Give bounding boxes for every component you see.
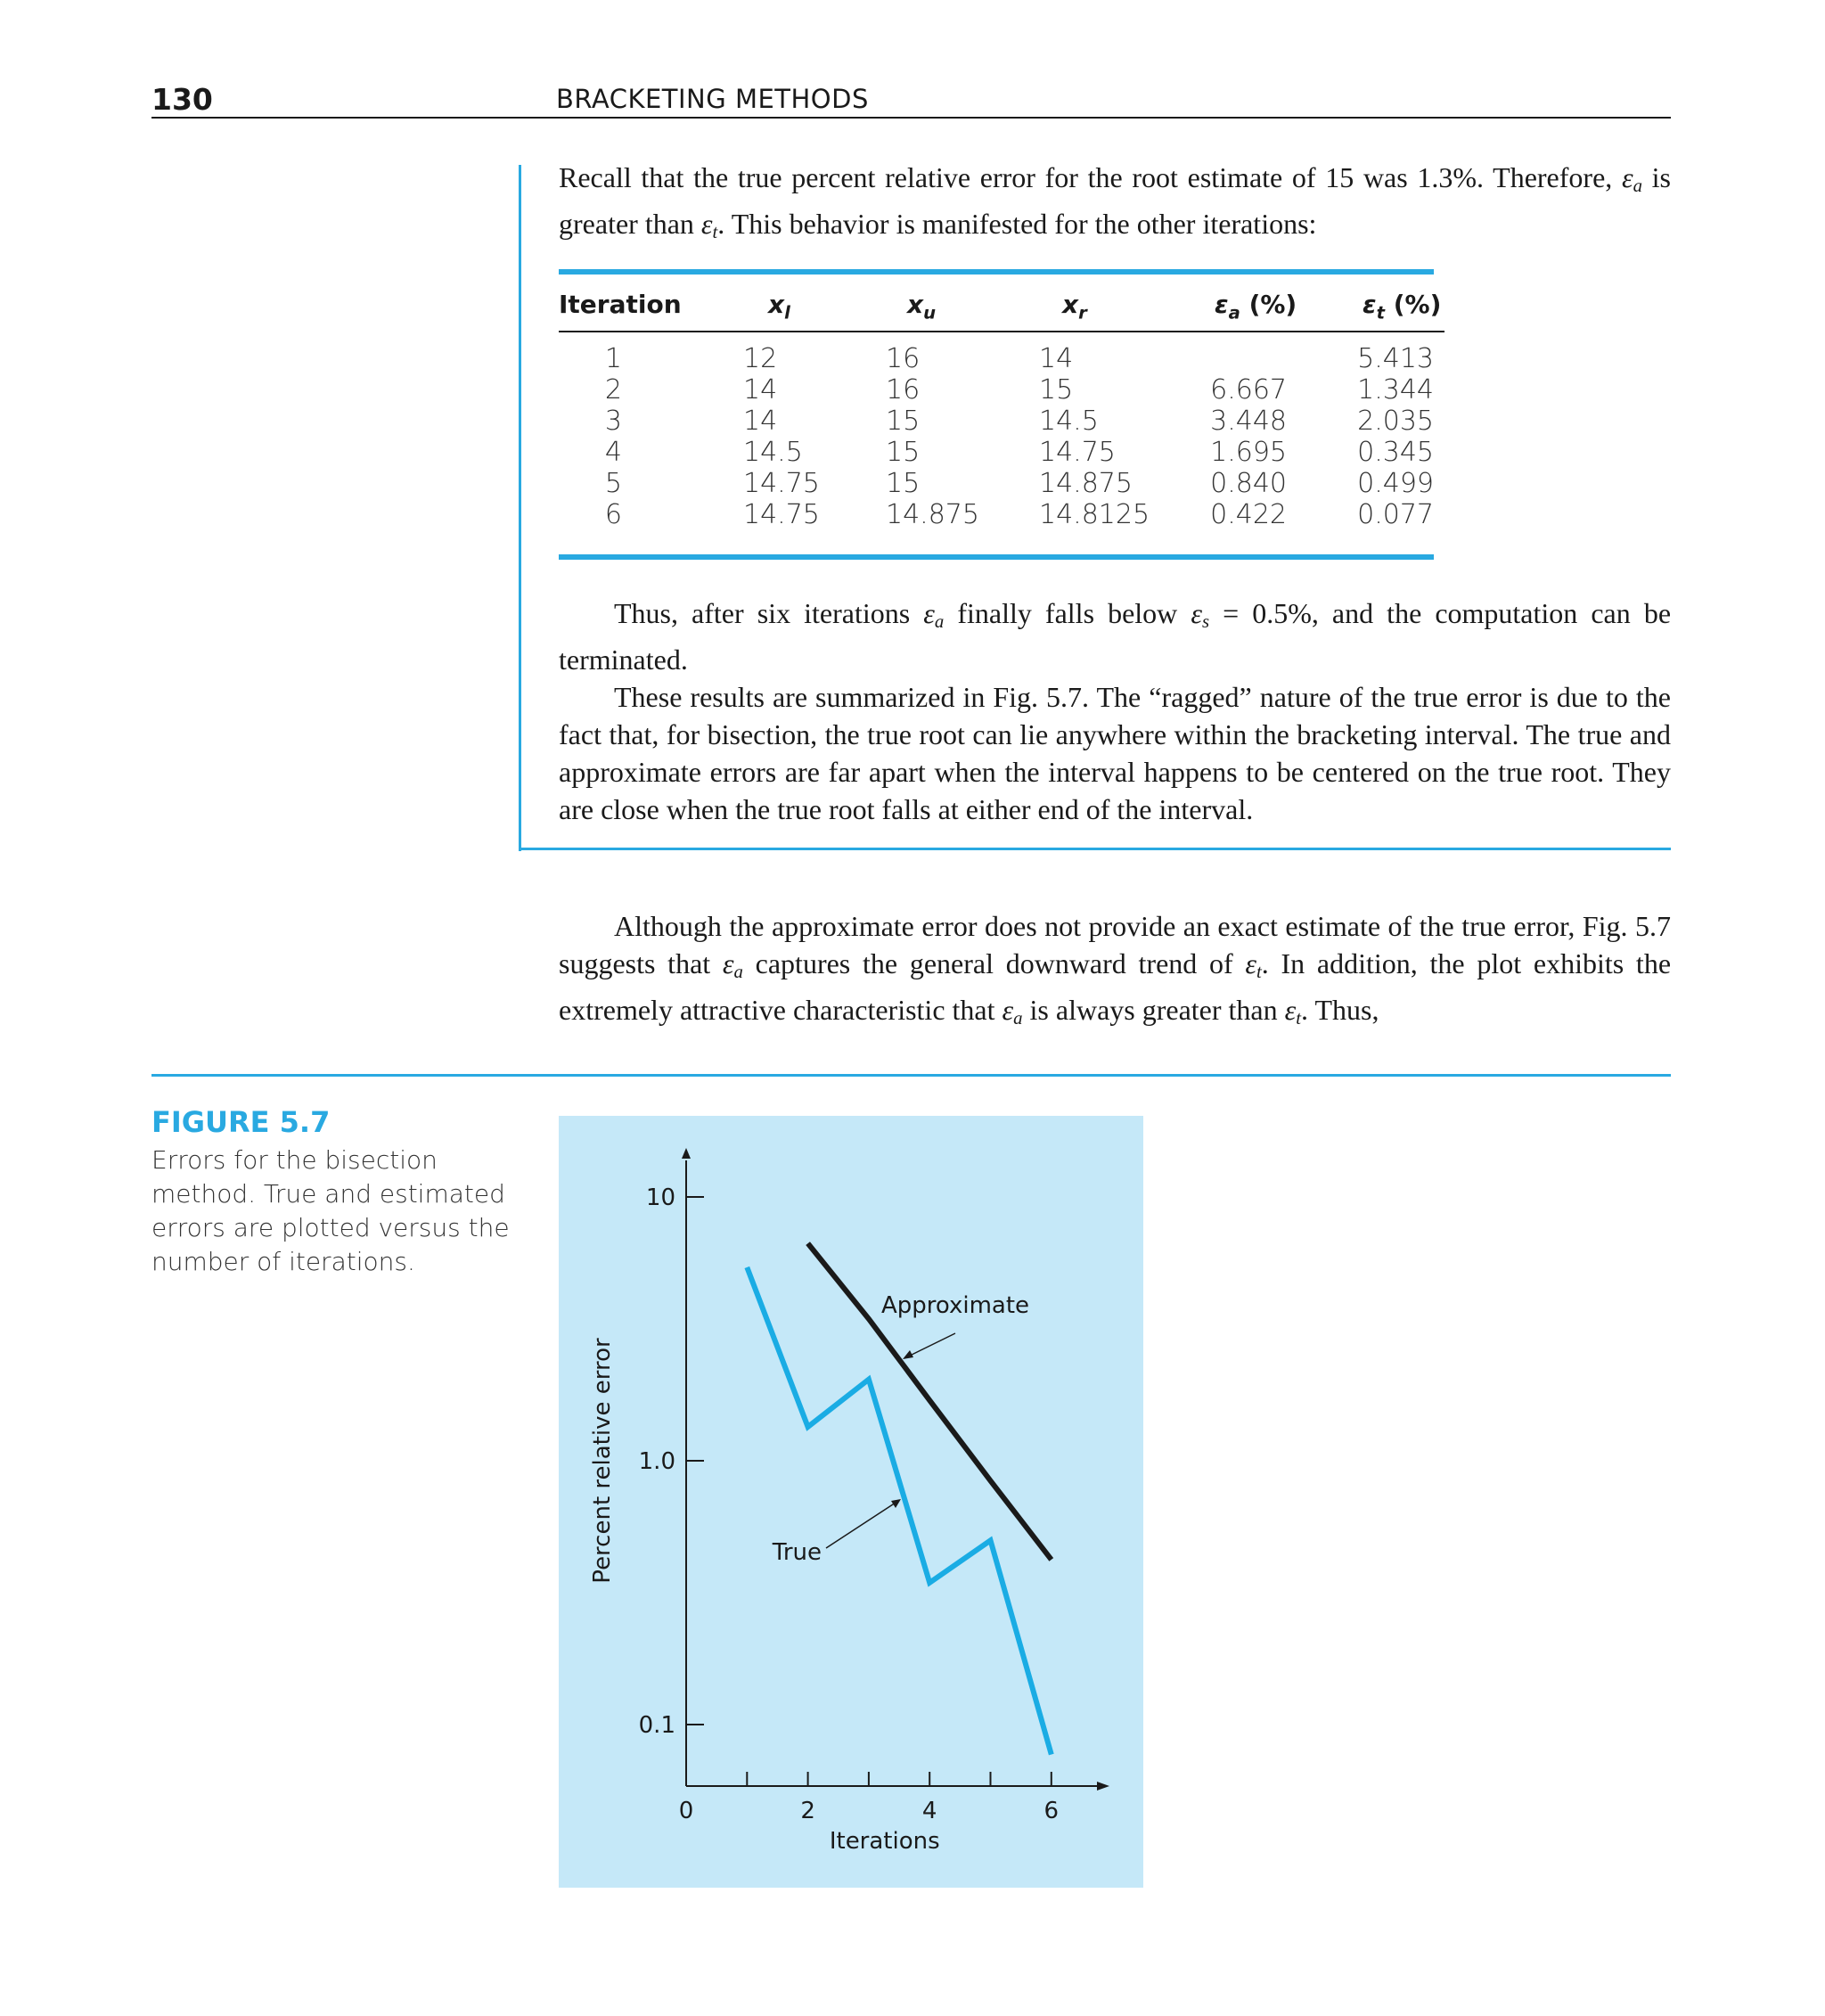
table-header-rule (559, 331, 1444, 332)
table-bottom-rule (559, 554, 1434, 560)
summary-paragraphs (559, 594, 1671, 828)
summary-paragraph-1: Thus, after six iterations $\varepsilon_a$ finally falls below $\varepsilon_s = 0.5\%$, and the computation can be terminated. (559, 597, 1672, 676)
cell-iteration: 4 (604, 437, 622, 468)
figure-label: FIGURE 5.7 (151, 1105, 331, 1139)
true-arrowhead (891, 1499, 901, 1508)
cell-et: 0.345 (1357, 437, 1434, 468)
true-leader (826, 1503, 896, 1548)
error-chart (559, 1116, 1143, 1888)
page-number: 130 (151, 82, 213, 117)
series-line-true (747, 1267, 1052, 1755)
cell-xr: 14 (1039, 343, 1074, 374)
approximate-leader (908, 1333, 955, 1356)
y-tick-label: 1.0 (638, 1448, 675, 1475)
approximate-label: Approximate (880, 1292, 1030, 1319)
cell-xr: 14.8125 (1039, 499, 1150, 530)
cell-ea: 3.448 (1210, 406, 1287, 437)
example-left-bar (519, 165, 521, 851)
cell-xr: 14.875 (1039, 468, 1133, 499)
cell-xl: 12 (743, 343, 778, 374)
true-label: True (772, 1539, 822, 1566)
cell-xl: 14.75 (743, 499, 820, 530)
y-tick-label: 0.1 (638, 1712, 675, 1739)
cell-xu: 16 (886, 374, 921, 406)
cell-xu: 15 (886, 437, 921, 468)
cell-iteration: 3 (604, 406, 622, 437)
running-head: BRACKETING METHODS (556, 84, 869, 114)
y-tick-label: 10 (645, 1184, 675, 1211)
header-ea: $\varepsilon_a$ (%) (1215, 290, 1297, 324)
cell-iteration: 1 (604, 343, 622, 374)
header-xl: $x_l$ (768, 290, 790, 324)
header-iteration: Iteration (559, 290, 682, 319)
cell-xl: 14.75 (743, 468, 820, 499)
cell-et: 5.413 (1357, 343, 1434, 374)
table-top-rule (559, 269, 1434, 275)
cell-xl: 14 (743, 406, 778, 437)
header-xu: $x_u$ (907, 290, 937, 324)
eps-t-symbol: $\varepsilon_t$ (700, 208, 718, 243)
y-axis-title: Percent relative error (589, 1338, 616, 1584)
cell-xu: 16 (886, 343, 921, 374)
cell-xr: 14.5 (1039, 406, 1099, 437)
summary-paragraph-2: These results are summarized in Fig. 5.7. The “ragged” nature of the true error is due to the fact that, for bisection, the true root can lie anywhere within the bracketing interval. The true and approximate errors are far apart when the interval happens to be centered on the true root. They are close when the true root falls at either end of the interval. (559, 681, 1671, 826)
x-axis-arrow (1097, 1782, 1109, 1791)
cell-ea: 6.667 (1210, 374, 1287, 406)
intro-paragraph: Recall that the true percent relative error for the root estimate of 15 was 1.3%. Therefore, $\varepsilon_a$ is greater than $\varepsilon_t$. This behavior is manifested for the other iterations: (559, 161, 1672, 243)
cell-et: 2.035 (1357, 406, 1434, 437)
header-rule (151, 117, 1671, 119)
cell-xl: 14 (743, 374, 778, 406)
cell-ea: 1.695 (1210, 437, 1287, 468)
cell-xu: 14.875 (886, 499, 979, 530)
approximate-arrowhead (903, 1350, 913, 1359)
cell-et: 0.499 (1357, 468, 1434, 499)
trend-paragraph: Although the approximate error does not provide an exact estimate of the true error, Fig. 5.7 suggests that $\varepsilon_a$ captures the general downward trend of $\varepsilon_t$. In addition, the plot exhibits the extremely attractive characteristic that $\varepsilon_a$ is always greater than $\varepsilon_t$. Thus, (559, 910, 1672, 1029)
cell-iteration: 6 (604, 499, 622, 530)
cell-ea: 0.840 (1210, 468, 1287, 499)
figure-caption: Errors for the bisection method. True and estimated errors are plotted versus the number of iterations. (151, 1145, 510, 1276)
y-axis-arrow (682, 1148, 691, 1159)
cell-xl: 14.5 (743, 437, 803, 468)
cell-iteration: 2 (604, 374, 622, 406)
x-tick-label: 6 (1043, 1798, 1060, 1824)
x-tick-label: 2 (800, 1798, 815, 1824)
cell-xr: 15 (1039, 374, 1074, 406)
cell-xu: 15 (886, 468, 921, 499)
x-axis-title: Iterations (829, 1828, 940, 1855)
cell-et: 0.077 (1357, 499, 1434, 530)
cell-iteration: 5 (604, 468, 622, 499)
eps-a-symbol: $\varepsilon_a$ (1621, 161, 1642, 197)
figure-rule (151, 1074, 1671, 1077)
header-xr: $x_r$ (1062, 290, 1087, 324)
cell-xu: 15 (886, 406, 921, 437)
cell-et: 1.344 (1357, 374, 1434, 406)
example-bottom-bar (519, 848, 1671, 850)
cell-ea: 0.422 (1210, 499, 1287, 530)
header-et: $\varepsilon_t$ (%) (1363, 290, 1442, 324)
x-tick-label: 4 (921, 1798, 937, 1824)
x-tick-label: 0 (678, 1798, 694, 1824)
figure-panel (559, 1116, 1143, 1888)
cell-xr: 14.75 (1039, 437, 1116, 468)
